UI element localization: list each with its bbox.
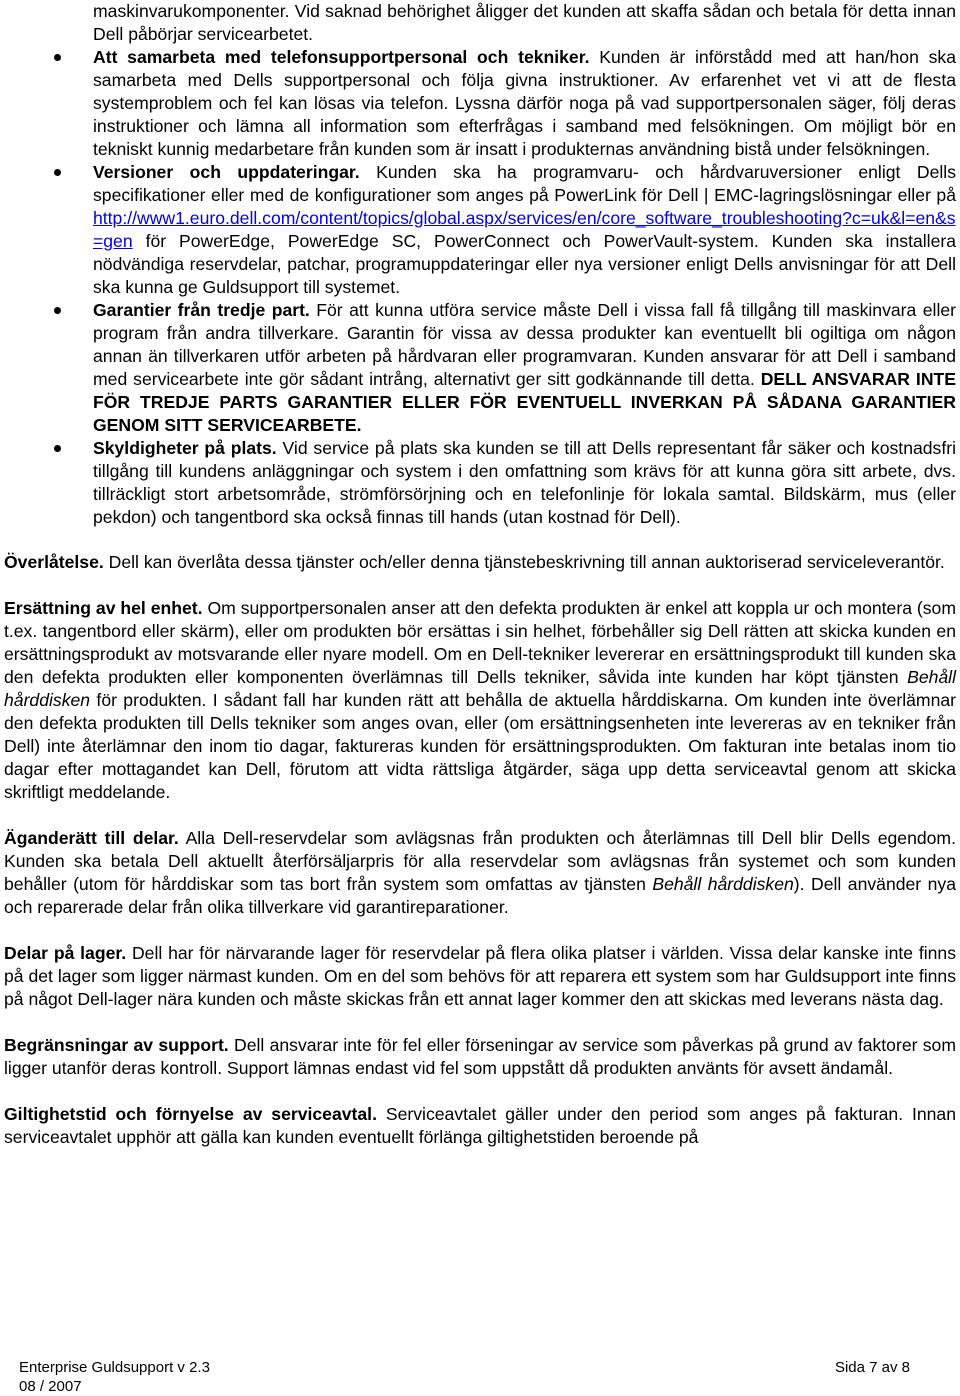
service-name: Behåll hårddisken — [652, 874, 794, 894]
section-text-cont: ). Dell använder nya och reparerade delar från olika tillverkare vid garantireparationer. — [4, 874, 956, 917]
section-text: Om supportpersonalen anser att den defekta produkten är enkel att koppla ur och montera (som t.ex. tangentbord eller skärm), eller om produkten bör ersättas i sin helhet, förbehåller sig Dell rätten att skicka kunden en ersättningsprodukt av motsvarande eller nyare modell. Om en Dell-tekniker levererar en ersättningsprodukt till kunden ska den defekta produkten eller komponenten överlämnas till Dells tekniker, såvida inte kunden har köpt tjänsten — [4, 598, 956, 687]
list-item-onsite — [4, 437, 956, 529]
bullet-icon — [54, 445, 61, 452]
bullet-text-cont: för PowerEdge, PowerEdge SC, PowerConnect och PowerVault-system. Kunden ska installera nödvändiga reservdelar, patchar, programuppdateringar eller nya versioner enligt Dells anvisningar för att Dell ska kunna ge Guldsupport till systemet. — [93, 231, 956, 297]
bullet-heading: Versioner och uppdateringar. — [93, 162, 360, 182]
troubleshooting-link[interactable]: http://www1.euro.dell.com/content/topics/global.aspx/services/en/core_software_troubleshooting?c=uk&l=en&s=gen — [93, 208, 956, 251]
service-name: Behåll hårddisken — [4, 667, 956, 710]
section-text: Dell har för närvarande lager för reservdelar på flera olika platser i världen. Vissa delar kanske inte finns på det lager som ligger närmast kunden. Om en del som behövs för att reparera ett system som har Guldsupport inte finns på något Dell-lager nära kunden och måste skickas från ett annat lager kommer den att skickas med leverans nästa dag. — [4, 943, 956, 1009]
bullet-heading: Skyldigheter på plats. — [93, 438, 277, 458]
page-footer — [19, 1358, 910, 1396]
section-text: Dell ansvarar inte för fel eller förseningar av service som påverkas på grund av faktorer som ligger utanför deras kontroll. Support lämnas endast vid fel som uppstått då produkten använts för avsett ändamål. — [4, 1035, 956, 1078]
list-item-support-cooperation — [4, 46, 956, 161]
bullet-text: Kunden ska ha programvaru- och hårdvaruversioner enligt Dells specifikationer eller med de konfigurationer som anges på PowerLink för Dell | EMC-lagringslösningar eller på — [93, 162, 956, 205]
footer-doc-title: Enterprise Guldsupport v 2.3 — [19, 1359, 210, 1376]
section-begransningar — [4, 1034, 956, 1080]
bullet-icon — [54, 169, 61, 176]
section-heading: Ersättning av hel enhet. — [4, 598, 203, 618]
list-item-continuation — [4, 0, 956, 46]
section-heading: Delar på lager. — [4, 943, 127, 963]
bullet-heading: Att samarbeta med telefonsupportpersonal och tekniker. — [93, 47, 590, 67]
footer-date: 08 / 2007 — [19, 1378, 82, 1395]
list-item-third-party — [4, 299, 956, 437]
bullet-text: Vid service på plats ska kunden se till att Dells representant får säker och kostnadsfri tillgång till kundens anläggningar och system i den omfattning som krävs för att kunna göra sitt arbete, dvs. tillräckligt stort arbetsområde, strömförsörjning och en telefonlinje för lokala samtal. Bildskärm, mus (eller pekdon) och tangentbord ska också finnas till hands (utan kostnad för Dell). — [93, 438, 956, 527]
section-heading: Giltighetstid och förnyelse av serviceavtal. — [4, 1104, 377, 1124]
disclaimer-caps: DELL ANSVARAR INTE FÖR TREDJE PARTS GARANTIER ELLER FÖR EVENTUELL INVERKAN PÅ SÅDANA GARANTIER GENOM SITT SERVICEARBETE. — [93, 369, 957, 435]
section-giltighet — [4, 1103, 956, 1149]
section-heading: Överlåtelse. — [4, 552, 104, 572]
spacer — [4, 529, 956, 551]
footer-page-number: Sida 7 av 8 — [834, 1359, 910, 1376]
responsibility-list — [4, 0, 956, 529]
bullet-text: För att kunna utföra service måste Dell i vissa fall få tillgång till maskinvara eller program från andra tillverkare. Garantin för vissa av dessa produkter kan eventuellt bli ogiltiga om någon annan än tillverkaren utför arbeten på hårdvaran eller programvaran. Kunden ansvarar för att Dell i samband med servicearbete inte gör sådant intrång, alternativt ger sitt godkännande till detta. — [93, 300, 956, 389]
bullet-icon — [54, 54, 61, 61]
section-text-cont: för produkten. I sådant fall har kunden rätt att behålla de aktuella hårddiskarna. Om kunden inte överlämnar den defekta produkten till Dells tekniker som anges ovan, eller (om ersättningsenheten inte levereras av en tekniker från Dell) inte återlämnar den inom tio dagar, faktureras kunden för ersättningsprodukten. Om fakturan inte betalas inom tio dagar efter mottagandet kan Dell, förutom att vidta rättsliga åtgärder, säga upp detta serviceavtal genom att skicka skriftligt meddelande. — [4, 690, 956, 802]
document-page — [4, 0, 956, 1149]
section-text: Alla Dell-reservdelar som avlägsnas från produkten och återlämnas till Dell blir Dells egendom. Kunden ska betala Dell aktuellt återförsäljarpris för alla reservdelar som avlägsnas från systemet och som kunden behåller (utom för hårddiskar som tas bort från system som omfattas av tjänsten — [4, 828, 956, 894]
section-aganderatt — [4, 827, 956, 919]
bullet-text: Kunden är införstådd med att han/hon ska samarbeta med Dells supportpersonal och följa givna instruktioner. Av erfarenhet vet vi att de flesta systemproblem och fel kan lösas via telefon. Lyssna därför noga på vad supportpersonalen säger, följ deras instruktioner och lämna all information som efterfrågas i samband med felsökningen. Om möjligt bör en tekniskt kunnig medarbetare från kunden som är insatt i produkternas användning bistå under felsökningen. — [93, 47, 957, 159]
bullet-icon — [54, 307, 61, 314]
continuation-text: maskinvarukomponenter. Vid saknad behörighet åligger det kunden att skaffa sådan och betala för detta innan Dell påbörjar servicearbetet. — [93, 1, 956, 44]
section-ersattning — [4, 597, 956, 804]
section-heading: Äganderätt till delar. — [4, 828, 179, 848]
bullet-heading: Garantier från tredje part. — [93, 300, 310, 320]
section-overlatelse — [4, 551, 956, 574]
section-text: Dell kan överlåta dessa tjänster och/eller denna tjänstebeskrivning till annan auktoriserad serviceleverantör. — [103, 552, 945, 572]
section-text: Serviceavtalet gäller under den period som anges på fakturan. Innan serviceavtalet upphör att gälla kan kunden eventuellt förlänga giltighetstiden beroende på — [4, 1104, 957, 1147]
section-heading: Begränsningar av support. — [4, 1035, 229, 1055]
list-item-versions — [4, 161, 956, 299]
section-lager — [4, 942, 956, 1011]
